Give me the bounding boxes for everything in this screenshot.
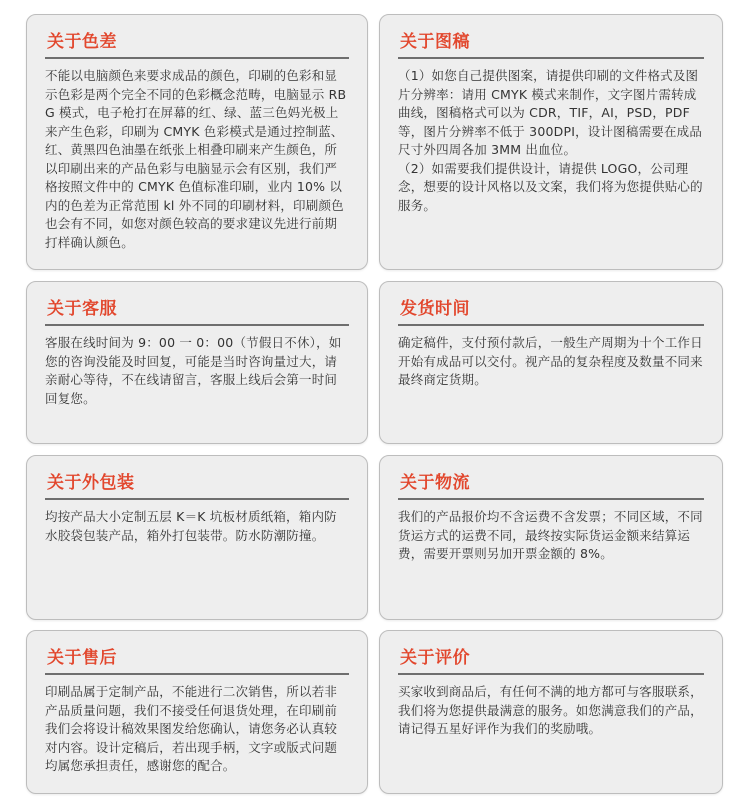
- customer-service-divider: [45, 324, 349, 326]
- artwork-title: 关于图稿: [400, 32, 470, 52]
- artwork-divider: [398, 57, 704, 59]
- packaging-divider: [45, 498, 349, 500]
- delivery-time-card: [379, 281, 723, 444]
- artwork-card: [379, 14, 723, 270]
- customer-service-text: 客服在线时间为 9：00 一 0：00（节假日不休），如您的咨询没能及时回复，可能是当时咨询量过大，请亲耐心等待，不在线请留言，客服上线后会第一时间回复您。: [45, 335, 342, 406]
- artwork-text-1: （1）如您自己提供图案，请提供印刷的文件格式及图片分辨率：请用 CMYK 模式来制作，文字图片需转成曲线，图稿格式可以为 CDR，TIF，AI，PSD，PDF 等，图片分辨率不低于 300DPI，设计图稿需要在成品尺寸外四周各加 3MM 出血位。: [398, 68, 703, 157]
- color-difference-title: 关于色差: [47, 32, 117, 52]
- packaging-card: [26, 455, 368, 620]
- after-sales-title: 关于售后: [47, 648, 117, 668]
- after-sales-divider: [45, 673, 349, 675]
- after-sales-text: 印刷品属于定制产品，不能进行二次销售，所以若非产品质量问题，我们不接受任何退货处理，在印刷前我们会将设计稿效果图发给您确认，请您务必认真较对内容。设计定稿后，若出现手柄，文字或版式问题均属您承担责任，感谢您的配合。: [45, 684, 338, 773]
- after-sales-card: [26, 630, 368, 794]
- customer-service-card: [26, 281, 368, 444]
- logistics-divider: [398, 498, 704, 500]
- color-difference-card: [26, 14, 368, 270]
- packaging-title: 关于外包装: [47, 473, 135, 493]
- customer-service-title: 关于客服: [47, 299, 117, 319]
- artwork-text-2: （2）如需要我们提供设计，请提供 LOGO，公司理念，想要的设计风格以及文案，我们将为您提供贴心的服务。: [398, 160, 703, 213]
- delivery-time-title: 发货时间: [400, 299, 470, 319]
- color-difference-text: 不能以电脑颜色来要求成品的颜色，印刷的色彩和显示色彩是两个完全不同的色彩概念范畴，电脑显示 RBG 模式，电子枪打在屏幕的红、绿、蓝三色妈光极上来产生色彩，印刷为 CMYK 色彩模式是通过控制蓝、红、黄黑四色油墨在纸张上相叠印刷来产生颜色，所以印刷出来的产品色彩与电脑显示会有区别，我们严格按照文件中的 CMYK 色值标准印刷，业内 10% 以内的色差为正常范围 kl 外不同的印刷材料，印刷颜色也会有不同，如您对颜色较高的要求建议先进行前期打样确认颜色。: [45, 68, 347, 250]
- review-card: [379, 630, 723, 794]
- delivery-time-text: 确定稿件，支付预付款后，一般生产周期为十个工作日开始有成品可以交付。视产品的复杂程度及数量不同来最终商定货期。: [398, 335, 703, 387]
- color-difference-divider: [45, 57, 349, 59]
- review-divider: [398, 673, 704, 675]
- packaging-text: 均按产品大小定制五层 K＝K 坑板材质纸箱，箱内防水胶袋包装产品，箱外打包装带。防水防潮防撞。: [45, 509, 337, 543]
- delivery-time-divider: [398, 324, 704, 326]
- review-title: 关于评价: [400, 648, 470, 668]
- review-text: 买家收到商品后，有任何不满的地方都可与客服联系，我们将为您提供最满意的服务。如您满意我们的产品，请记得五星好评作为我们的奖励哦。: [398, 684, 703, 736]
- logistics-card: [379, 455, 723, 620]
- logistics-title: 关于物流: [400, 473, 470, 493]
- logistics-text: 我们的产品报价均不含运费不含发票；不同区域，不同货运方式的运费不同，最终按实际货运金额来结算运费，需要开票则另加开票金额的 8%。: [398, 509, 703, 561]
